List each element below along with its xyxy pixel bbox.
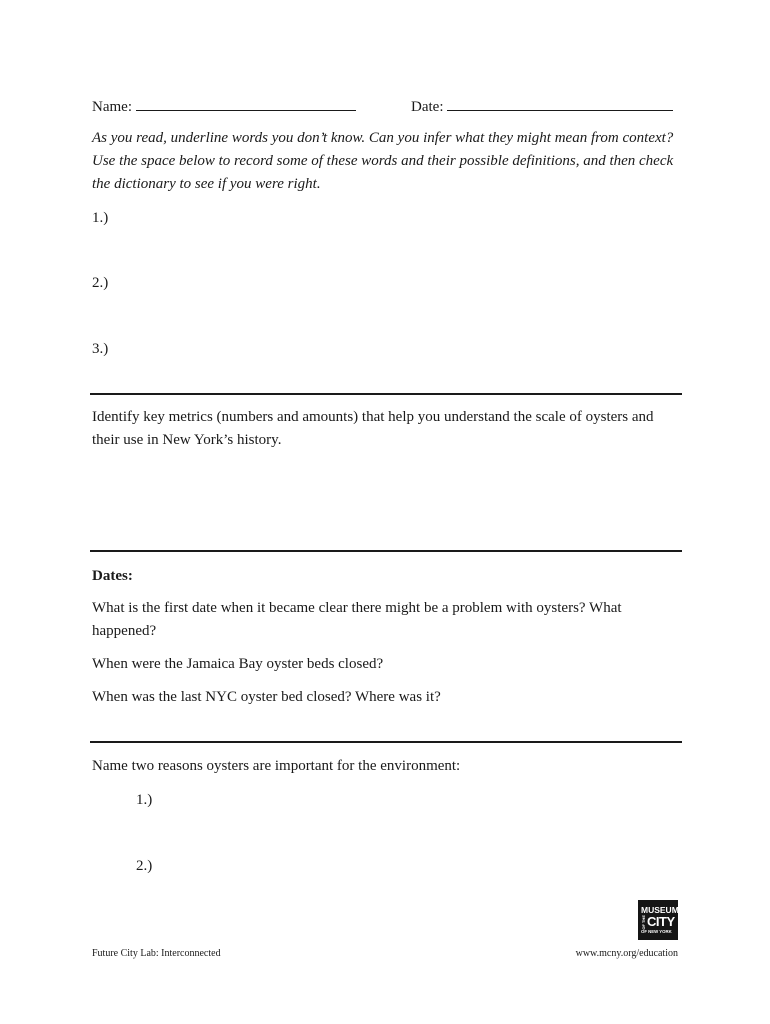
dates-question-1: What is the first date when it became clear there might be a problem with oysters? What happened? [92, 600, 622, 639]
vocab-instructions: As you read, underline words you don’t know. Can you infer what they might mean from context? Use the space below to record some of these words and their possible definitions, and then check the dictionary to see if you were right. [92, 130, 674, 192]
logo-line-city: CITY [647, 914, 675, 930]
footer-left-text: Future City Lab: Interconnected [92, 948, 221, 959]
environment-item-1: 1.) [136, 792, 153, 808]
museum-city-logo [638, 900, 678, 940]
date-field [411, 96, 673, 116]
vocab-item-1: 1.) [92, 210, 109, 226]
dates-question-2: When were the Jamaica Bay oyster beds closed? [92, 656, 384, 672]
name-blank-line[interactable] [136, 96, 356, 111]
section-divider-1 [90, 393, 682, 395]
date-label: Date: [411, 99, 444, 115]
metrics-prompt: Identify key metrics (numbers and amounts) that help you understand the scale of oysters and their use in New York’s history. [92, 409, 654, 448]
dates-question-3: When was the last NYC oyster bed closed? Where was it? [92, 689, 441, 705]
logo-of-the: OF THE [641, 914, 646, 930]
footer-url[interactable]: www.mcny.org/education [575, 948, 678, 959]
vocab-item-3: 3.) [92, 341, 109, 357]
name-label: Name: [92, 99, 132, 115]
logo-line-museum: MUSEUM [641, 904, 679, 915]
logo-line-new-york: OF NEW YORK [641, 929, 672, 935]
name-field [92, 96, 356, 116]
environment-item-2: 2.) [136, 858, 153, 874]
section-divider-3 [90, 741, 682, 743]
date-blank-line[interactable] [447, 96, 673, 111]
environment-prompt: Name two reasons oysters are important for the environment: [92, 758, 461, 774]
section-divider-2 [90, 550, 682, 552]
dates-heading: Dates: [92, 568, 133, 584]
vocab-item-2: 2.) [92, 275, 109, 291]
logo-city-row [641, 915, 675, 930]
